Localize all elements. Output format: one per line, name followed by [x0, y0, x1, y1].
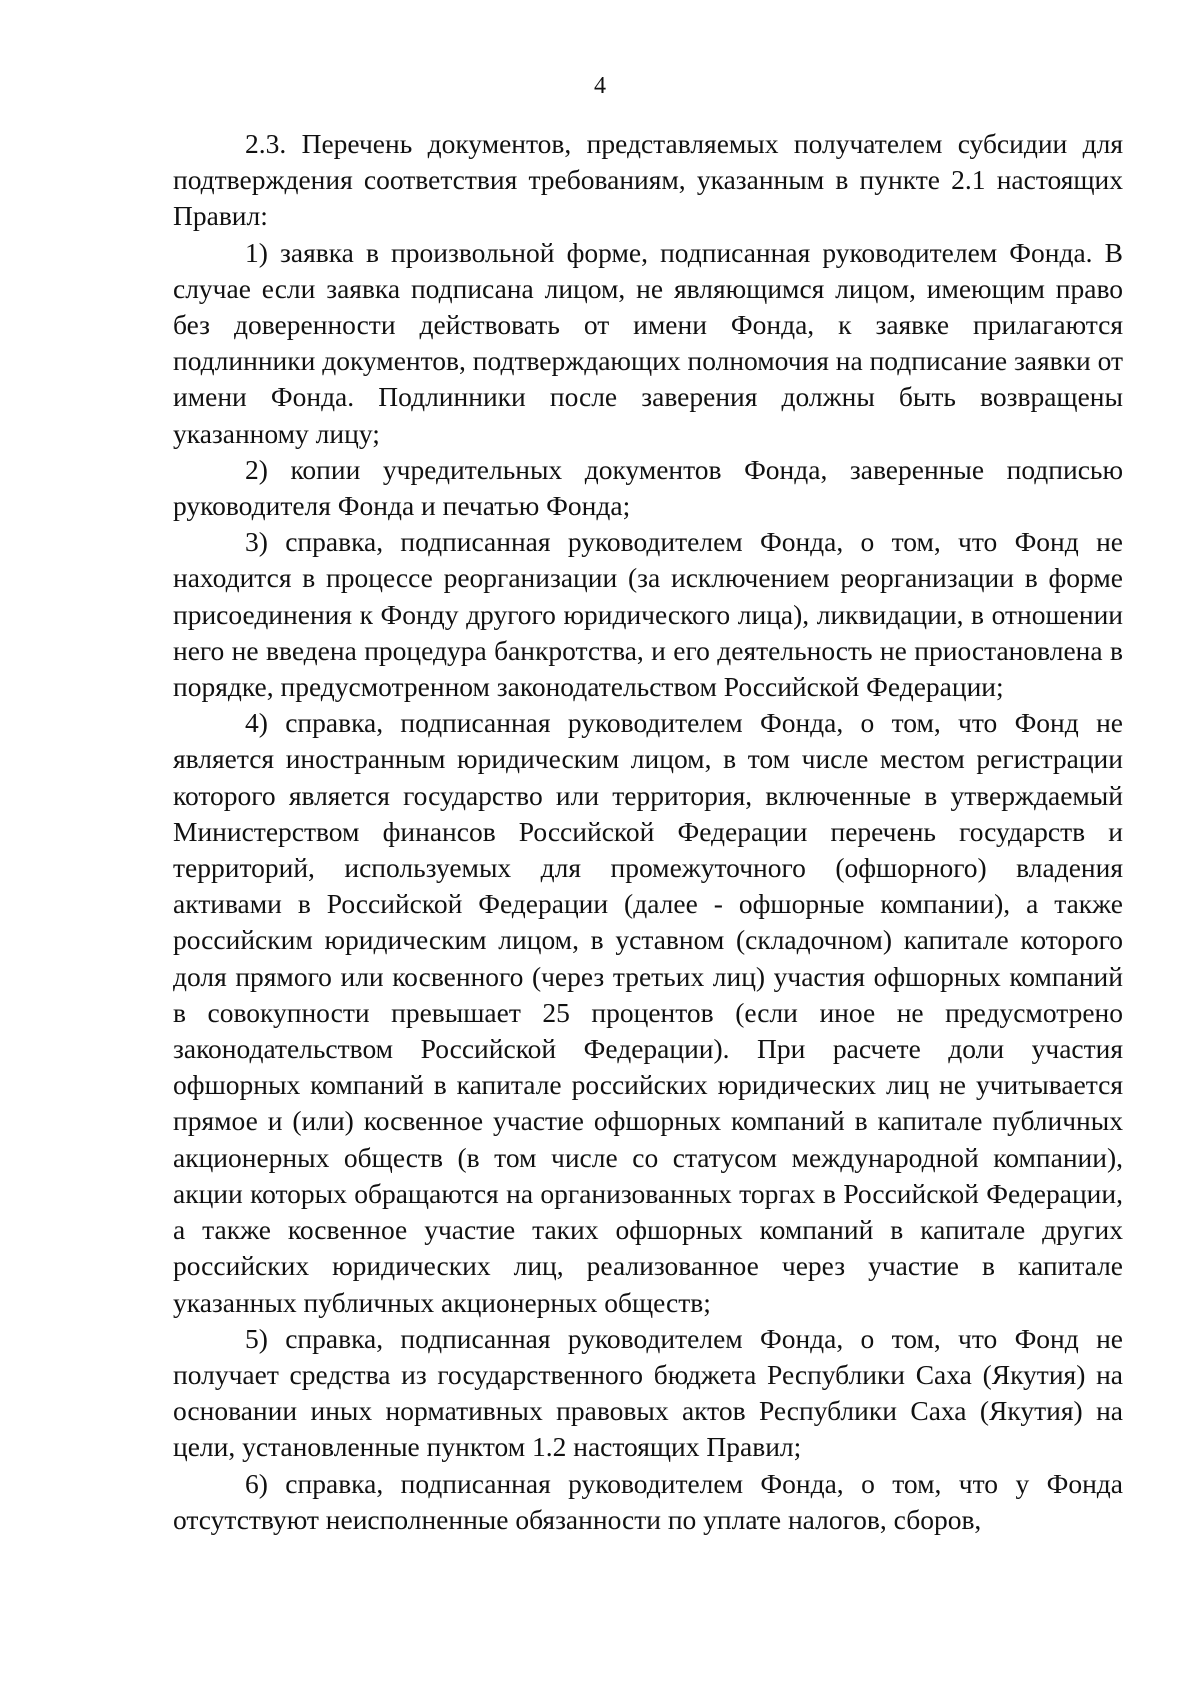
list-item-5: 5) справка, подписанная руководителем Фонда, о том, что Фонд не получает средства из государственного бюджета Республики Саха (Якутия) на основании иных нормативных правовых актов Республики Саха (Якутия) на цели, установленные пунктом 1.2 настоящих Правил;: [173, 1322, 1123, 1463]
list-item-6: 6) справка, подписанная руководителем Фонда, о том, что у Фонда отсутствуют неисполненные обязанности по уплате налогов, сборов,: [173, 1467, 1123, 1535]
list-item-1: 1) заявка в произвольной форме, подписанная руководителем Фонда. В случае если заявка подписана лицом, не являющимся лицом, имеющим право без доверенности действовать от имени Фонда, к заявке прилагаются подлинники документов, подтверждающих полномочия на подписание заявки от имени Фонда. Подлинники после заверения должны быть возвращены указанному лицу;: [173, 236, 1123, 449]
list-item-2: 2) копии учредительных документов Фонда, заверенные подписью руководителя Фонда и печатью Фонда;: [173, 453, 1123, 522]
document-body: [173, 126, 1123, 1538]
page-number: 4: [594, 73, 606, 99]
paragraph-2-3: 2.3. Перечень документов, представляемых получателем субсидии для подтверждения соответствия требованиям, указанным в пункте 2.1 настоящих Правил:: [173, 128, 1123, 232]
list-item-3: 3) справка, подписанная руководителем Фонда, о том, что Фонд не находится в процессе реорганизации (за исключением реорганизации в форме присоединения к Фонду другого юридического лица), ликвидации, в отношении него не введена процедура банкротства, и его деятельность не приостановлена в порядке, предусмотренном законодательством Российской Федерации;: [173, 526, 1123, 703]
list-item-4: 4) справка, подписанная руководителем Фонда, о том, что Фонд не является иностранным юридическим лицом, в том числе местом регистрации которого является государство или территория, включенные в утверждаемый Министерством финансов Российской Федерации перечень государств и территорий, используемых для промежуточного (офшорного) владения активами в Российской Федерации (далее - офшорные компании), а также российским юридическим лицом, в уставном (складочном) капитале которого доля прямого или косвенного (через третьих лиц) участия офшорных компаний в совокупности превышает 25 процентов (если иное не предусмотрено законодательством Российской Федерации). При расчете доли участия офшорных компаний в капитале российских юридических лиц не учитывается прямое и (или) косвенное участие офшорных компаний в капитале публичных акционерных обществ (в том числе со статусом международной компании), акции которых обращаются на организованных торгах в Российской Федерации, а также косвенное участие таких офшорных компаний в капитале других российских юридических лиц, реализованное через участие в капитале указанных публичных акционерных обществ;: [173, 707, 1123, 1318]
